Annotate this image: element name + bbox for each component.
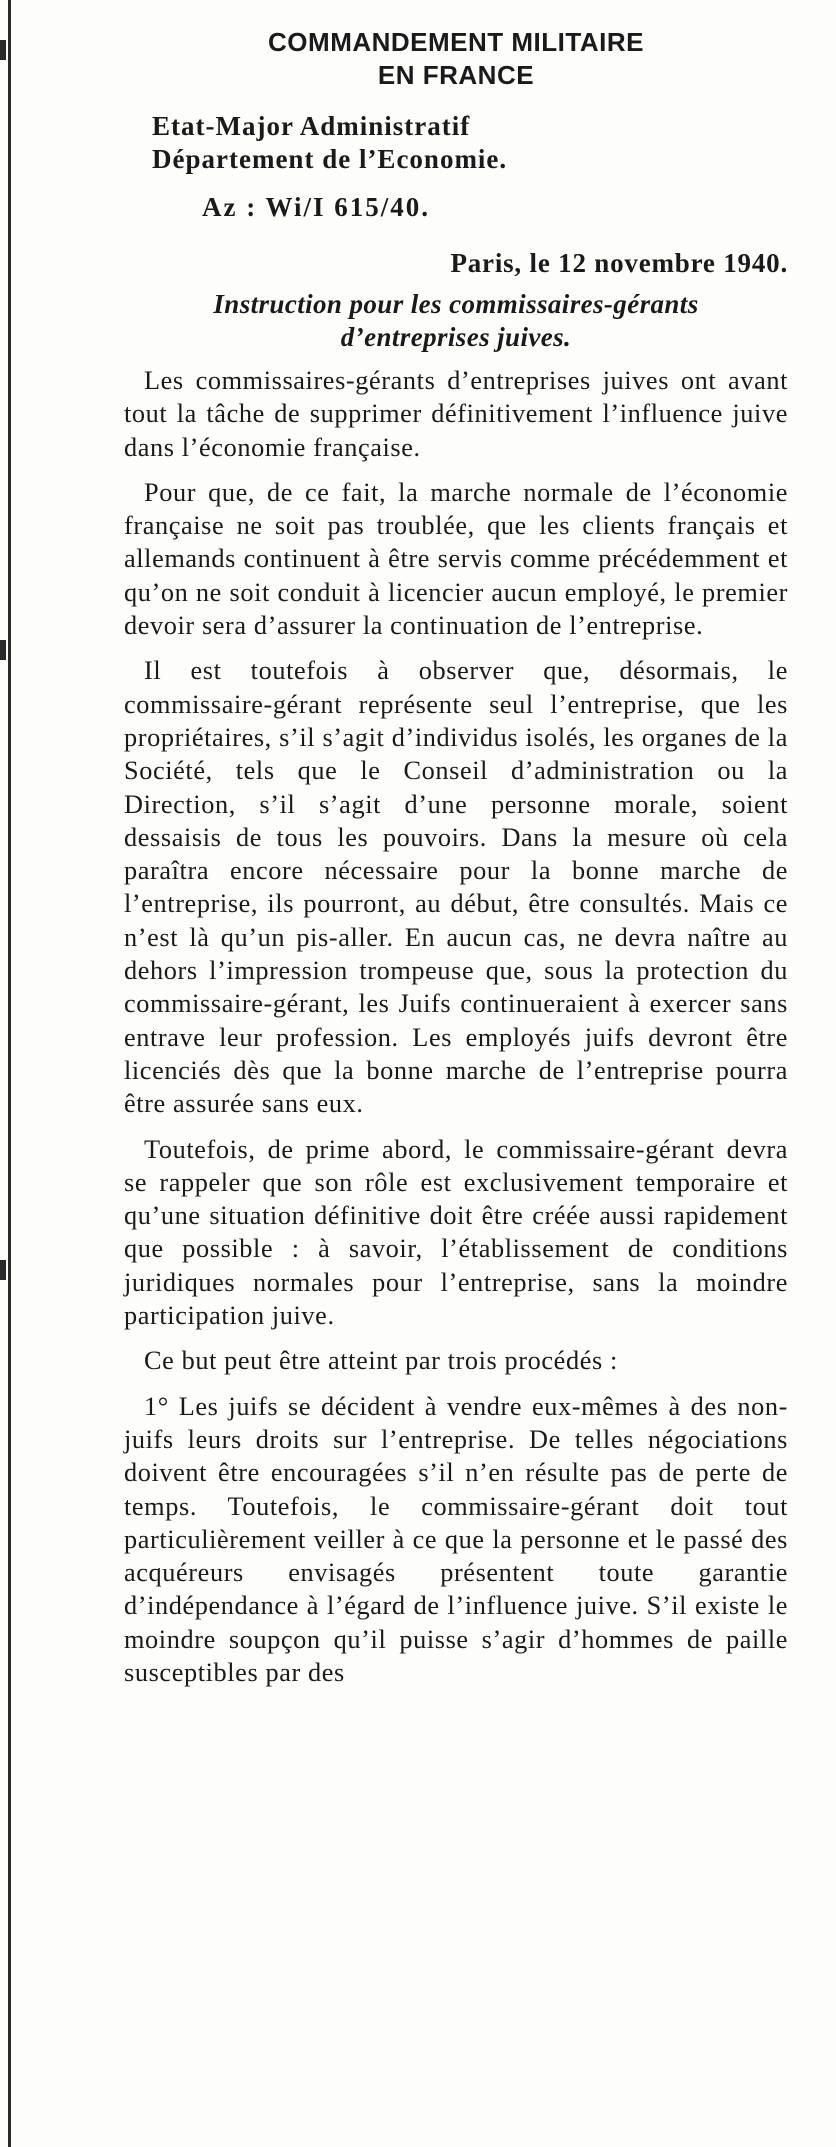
paragraph: Pour que, de ce fait, la marche normale de l’économie française ne soit pas troublée, que les clients français et allemands continuent à être servis comme précédemment et qu’on ne soit conduit à licencier aucun employé, le premier devoir sera d’assurer la continuation de l’entreprise. <box>124 477 788 641</box>
paragraph: Il est toutefois à observer que, désormais, le commissaire-gérant représente seul l’entreprise, que les propriétaires, s’il s’agit d’individus isolés, les organes de la Société, tels que le Conseil d’administration ou la Direction, s’il s’agit d’une personne morale, soient dessaisis de tous les pouvoirs. Dans la mesure où cela paraîtra encore nécessaire pour la bonne marche de l’entreprise, ils pourront, au début, être consultés. Mais ce n’est là qu’un pis-aller. En aucun cas, ne devra naître au dehors l’impression trompeuse que, sous la protection du commissaire-gérant, les Juifs continueraient à exercer sans entrave leur profession. Les employés juifs devront être licenciés dès que la bonne marche de l’entreprise pourra être assurée sans eux. <box>124 656 788 1119</box>
paragraph: 1° Les juifs se décident à vendre eux-mêmes à des non-juifs leurs droits sur l’entreprise. De telles négociations doivent être encouragées s’il n’en résulte pas de perte de temps. Toutefois, le commissaire-gérant doit tout particulièrement veiller à ce que la personne et le passé des acquéreurs envisagés présentent toute garantie d’indépendance à l’égard de l’influence juive. S’il existe le moindre soupçon qu’il puisse s’agir d’hommes de paille susceptibles par des <box>124 1391 788 1687</box>
margin-tick <box>0 40 6 60</box>
document-heading <box>124 26 788 92</box>
margin-tick <box>0 1260 6 1280</box>
title-line: Instruction pour les commissaires-gérants <box>213 289 699 319</box>
document-title <box>124 288 788 354</box>
title-line: d’entreprises juives. <box>340 322 572 352</box>
paragraph: Les commissaires-gérants d’entreprises juives ont avant tout la tâche de supprimer définitivement l’influence juive dans l’économie française. <box>124 366 788 462</box>
paragraph: Ce but peut être atteint par trois procédés : <box>144 1346 618 1376</box>
left-margin-rule <box>8 0 11 2147</box>
reference-number: Az : Wi/I 615/40. <box>202 192 431 222</box>
department-line: Département de l’Economie. <box>152 144 508 174</box>
heading-line: COMMANDEMENT MILITAIRE <box>268 27 644 57</box>
heading-line: EN FRANCE <box>377 60 535 90</box>
office-line: Etat-Major Administratif <box>152 111 471 141</box>
document-date: Paris, le 12 novembre 1940. <box>450 248 788 278</box>
margin-tick <box>0 640 6 660</box>
paragraph: Toutefois, de prime abord, le commissaire-gérant devra se rappeler que son rôle est exclusivement temporaire et qu’une situation définitive doit être créée aussi rapidement que possible : à savoir, l’établissement de conditions juridiques normales pour l’entreprise, sans la moindre participation juive. <box>124 1134 788 1331</box>
article-column <box>124 26 788 1689</box>
issuing-office <box>152 110 788 176</box>
